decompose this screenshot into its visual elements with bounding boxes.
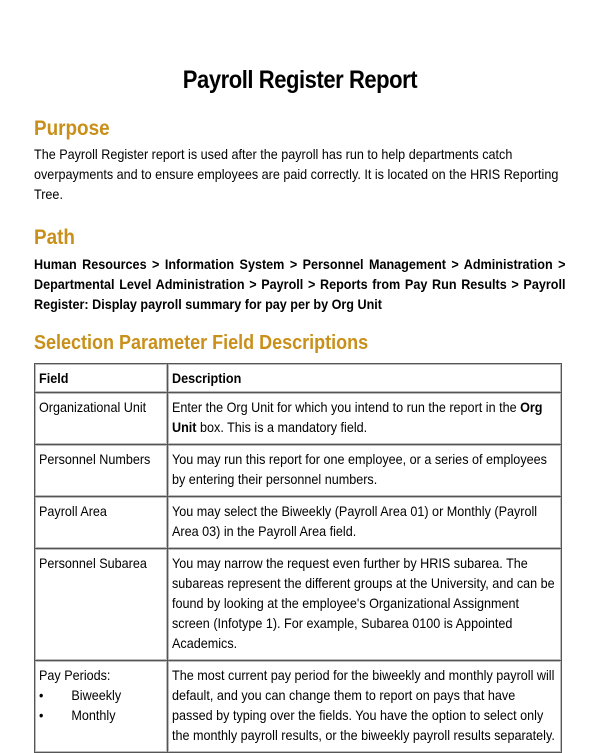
header-field: Field bbox=[35, 364, 168, 393]
bullet-icon: • bbox=[39, 687, 44, 703]
header-description: Description bbox=[168, 364, 562, 393]
table-row bbox=[35, 661, 562, 753]
description-cell: Enter the Org Unit for which you intend to run the report in the Org Unit box. This is a mandatory field. bbox=[168, 393, 562, 445]
list-item: • Biweekly bbox=[39, 687, 122, 703]
purpose-heading: Purpose bbox=[34, 117, 110, 140]
table-row bbox=[35, 445, 562, 497]
table-header-row bbox=[35, 364, 562, 393]
list-item: • Monthly bbox=[39, 707, 116, 723]
parameters-heading: Selection Parameter Field Descriptions bbox=[34, 332, 369, 354]
page-title: Payroll Register Report bbox=[182, 66, 418, 94]
field-cell: Pay Periods: • Biweekly • Monthly bbox=[35, 661, 168, 753]
table-row bbox=[35, 549, 562, 661]
description-cell: The most current pay period for the biweekly and monthly payroll will default, and you can change them to report on pays that have passed by typing over the fields. You have the option to select only the monthly payroll results, or the biweekly payroll results separately. bbox=[168, 661, 562, 753]
org-unit-bold: Org Unit bbox=[172, 399, 543, 435]
pay-period-list bbox=[39, 685, 163, 725]
description-cell: You may narrow the request even further by HRIS subarea. The subareas represent the different groups at the University, and can be found by looking at the employee's Organizational Assignment screen (Infotype 1). For example, Subarea 0100 is Appointed Academics. bbox=[168, 549, 562, 661]
table-row bbox=[35, 497, 562, 549]
parameters-table bbox=[34, 363, 562, 753]
field-cell: Personnel Subarea bbox=[35, 549, 168, 661]
purpose-text: The Payroll Register report is used after the payroll has run to help departments catch overpayments and to ensure employees are paid correctly. It is located on the HRIS Reporting Tree. bbox=[34, 146, 559, 202]
table-row bbox=[35, 393, 562, 445]
path-text: Human Resources > Information System > Personnel Management > Administration > Departmental Level Administration > Payroll > Reports from Pay Run Results > Payroll Register: Display payroll summary for pay per by Org Unit bbox=[34, 256, 566, 312]
description-cell: You may select the Biweekly (Payroll Area 01) or Monthly (Payroll Area 03) in the Payroll Area field. bbox=[168, 497, 562, 549]
field-cell: Payroll Area bbox=[35, 497, 168, 549]
field-cell: Organizational Unit bbox=[35, 393, 168, 445]
field-cell: Personnel Numbers bbox=[35, 445, 168, 497]
path-heading: Path bbox=[34, 226, 75, 249]
bullet-icon: • bbox=[39, 707, 44, 723]
description-cell: You may run this report for one employee, or a series of employees by entering their personnel numbers. bbox=[168, 445, 562, 497]
